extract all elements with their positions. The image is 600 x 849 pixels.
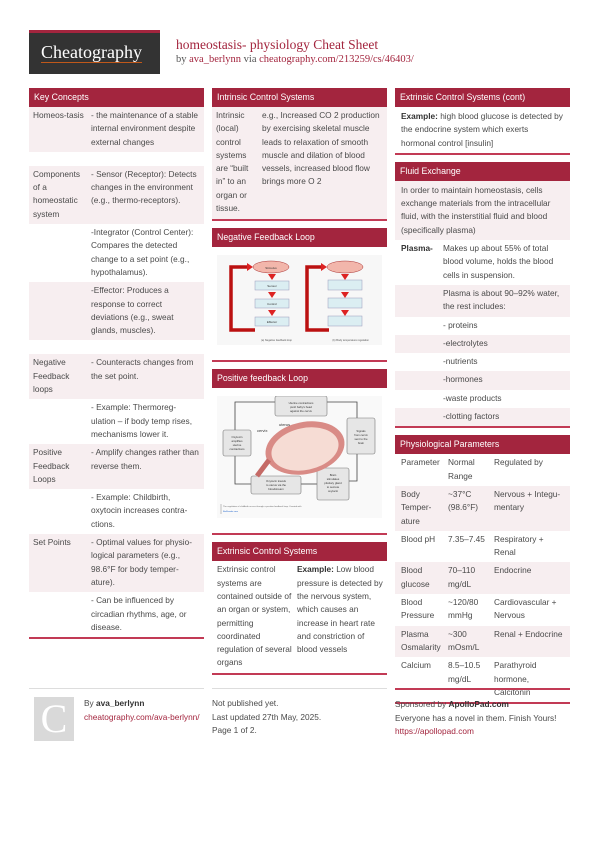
table-row <box>29 489 204 534</box>
sponsor-label: Sponsored by <box>395 699 449 709</box>
sponsor-footer <box>395 688 570 739</box>
logo-text: Cheatography <box>41 42 142 62</box>
table-row <box>395 486 570 531</box>
row-key <box>401 410 443 423</box>
row-key <box>33 491 91 531</box>
svg-text:sent to the: sent to the <box>354 437 368 442</box>
svg-text:The regulation of childbirth o: The regulation of childbirth occurs through a positive feedback loop. Created with <box>223 506 302 509</box>
table-row <box>29 444 204 489</box>
extrinsic-control-section <box>212 542 387 674</box>
row-value: - Optimal values for physio-logical parameters (e.g., 98.6°F for body temper-ature). <box>91 537 192 587</box>
row-key: Homeos-tasis <box>33 110 84 120</box>
positive-feedback-section <box>212 369 387 535</box>
table-row <box>395 371 570 389</box>
column-header: Regulated by <box>494 457 543 468</box>
section-title: Extrinsic Control Systems <box>212 542 387 561</box>
negative-feedback-image <box>217 255 382 345</box>
table-row <box>29 592 204 637</box>
extrinsic-cont-section <box>395 88 570 155</box>
svg-text:oxytocin: oxytocin <box>327 489 339 494</box>
cell: Body Temper-ature <box>401 488 432 526</box>
cell: Plasma Osmalarity <box>401 628 441 652</box>
row-key <box>33 594 91 634</box>
cell: Nervous + Integu-mentary <box>494 488 561 513</box>
author-footer <box>29 688 204 741</box>
row-value <box>297 563 383 669</box>
table-row <box>395 408 570 426</box>
svg-text:Uterine contractions: Uterine contractions <box>288 401 314 406</box>
cell: ~300 mOsm/L <box>448 628 480 652</box>
row-value: -waste products <box>443 392 502 403</box>
sponsor-name: ApolloPad.com <box>448 699 509 709</box>
svg-text:Effector: Effector <box>266 320 278 325</box>
row-key: Positive Feedback Loops <box>33 447 70 484</box>
table-row <box>395 353 570 371</box>
column-2 <box>212 88 387 682</box>
row-key <box>33 401 91 441</box>
table-row <box>29 282 204 340</box>
svg-text:bloodstream: bloodstream <box>268 487 284 492</box>
author-profile-link[interactable]: cheatography.com/ava-berlynn/ <box>84 711 200 722</box>
column-1 <box>29 88 204 646</box>
paragraph <box>395 107 570 153</box>
positive-feedback-image <box>217 396 382 518</box>
table-row <box>395 317 570 335</box>
row-value: Plasma is about 90–92% water, the rest includes: <box>443 287 560 312</box>
svg-text:Stimulus: Stimulus <box>265 266 277 271</box>
table-row <box>29 399 204 444</box>
table-row <box>395 531 570 563</box>
by-label: By <box>84 698 96 708</box>
publish-info-footer <box>212 688 387 738</box>
row-value: -clotting factors <box>443 411 500 422</box>
svg-text:stimulates: stimulates <box>326 477 340 482</box>
author-link[interactable]: ava_berlynn <box>189 54 242 65</box>
row-value: -hormones <box>443 374 483 385</box>
svg-text:Sensor: Sensor <box>267 284 277 289</box>
row-key: Plasma- <box>401 243 433 254</box>
row-value: -electrolytes <box>443 337 488 348</box>
published-status: Not published yet. <box>212 698 279 708</box>
table-row <box>212 107 387 219</box>
section-title: Physiological Parameters <box>395 435 570 454</box>
svg-text:push baby's head: push baby's head <box>290 405 312 410</box>
row-value: - Example: Thermoreg-ulation – if body temp rises, mechanisms lower it. <box>91 402 192 439</box>
table-row <box>395 626 570 658</box>
row-value: - proteins <box>443 319 478 330</box>
table-row <box>395 335 570 353</box>
cell: 8.5–10.5 mg/dL <box>448 660 481 684</box>
svg-text:Brain: Brain <box>329 473 337 478</box>
row-key <box>401 287 443 314</box>
row-key: Extrinsic control systems are contained outside of an organ or system, permitting coordinated regulation of several organs <box>217 564 292 668</box>
spacer-row <box>29 152 204 166</box>
cheatography-logo[interactable] <box>29 30 160 74</box>
row-key <box>33 226 91 279</box>
cell: Parathyroid hormone, Calcitonin <box>494 660 537 697</box>
svg-text:BioRender.com: BioRender.com <box>223 511 238 514</box>
table-row <box>29 354 204 399</box>
spacer-row <box>29 340 204 354</box>
intrinsic-control-section <box>212 88 387 221</box>
cell: ~37°C (98.6°F) <box>448 488 479 513</box>
svg-text:(b) Body temperature regulatio: (b) Body temperature regulation <box>332 339 369 343</box>
svg-text:amplifies: amplifies <box>231 439 243 444</box>
physiological-parameters-section <box>395 435 570 704</box>
table-row <box>212 561 387 672</box>
row-key <box>401 355 443 368</box>
table-row <box>29 224 204 282</box>
cell: Respiratory + Renal <box>494 533 544 558</box>
cell: Blood glucose <box>401 565 430 589</box>
svg-text:(a) Negative feedback loop: (a) Negative feedback loop <box>261 339 292 343</box>
section-title: Extrinsic Control Systems (cont) <box>395 88 570 107</box>
sheet-url-link[interactable]: cheatography.com/213259/cs/46403/ <box>259 54 414 65</box>
svg-text:uterine: uterine <box>232 443 242 448</box>
last-updated: Last updated 27th May, 2025. <box>212 711 322 722</box>
intro-paragraph: In order to maintain homeostasis, cells exchange materials from the intracellular fluid, with the insterstitial fluid and blood (specifically plasma) <box>395 181 570 240</box>
fluid-exchange-section <box>395 162 570 428</box>
table-header-row <box>395 454 570 486</box>
row-key <box>401 319 443 332</box>
cell: ~120/80 mmHg <box>448 597 479 621</box>
example-label: Example: <box>297 564 334 575</box>
svg-text:contractions: contractions <box>229 447 245 452</box>
page-number: Page 1 of 2. <box>212 725 257 735</box>
row-value: - the maintenance of a stable internal environment despite external changes <box>91 110 199 147</box>
svg-text:to secrete: to secrete <box>326 485 340 490</box>
cell: 70–110 mg/dL <box>448 565 476 589</box>
example-label: Example: <box>401 111 438 121</box>
row-key <box>401 373 443 386</box>
row-value: -Effector: Produces a response to correct deviations (e.g., sweat glands, muscles). <box>91 285 174 336</box>
table-row <box>29 166 204 224</box>
row-key: Set Points <box>33 537 71 548</box>
svg-text:Oxytocin: Oxytocin <box>231 435 243 440</box>
column-header: Parameter <box>401 457 440 468</box>
author-name: ava_berlynn <box>96 698 145 708</box>
row-value: -Integrator (Control Center): Compares the detected change to a set point (e.g., hypothalamus). <box>91 227 194 277</box>
cell: Blood Pressure <box>401 597 435 621</box>
sponsor-link[interactable]: https://apollopad.com <box>395 726 474 736</box>
positive-feedback-diagram <box>212 388 387 533</box>
row-value: e.g., Increased CO 2 production by exercising skeletal muscle leads to relaxation of smooth muscle and dilation of blood vessels, increased blood flow brings more O 2 <box>262 110 380 187</box>
svg-text:from cervix: from cervix <box>354 433 368 438</box>
section-title: Positive feedback Loop <box>212 369 387 388</box>
row-value: - Sensor (Receptor): Detects changes in the environment (e.g., thermo-receptors). <box>91 168 197 206</box>
svg-text:brain: brain <box>357 441 365 446</box>
section-title: Fluid Exchange <box>395 162 570 181</box>
row-key: Intrinsic (local) control systems are “built in” to an organ or tissue. <box>216 110 249 214</box>
cell: Calcium <box>401 660 431 671</box>
table-row <box>395 285 570 317</box>
table-row <box>29 534 204 592</box>
cell: Blood pH <box>401 533 436 544</box>
byline <box>176 53 414 67</box>
table-row <box>395 390 570 408</box>
sponsor-tagline: Everyone has a novel in them. Finish Yours! <box>395 712 557 723</box>
section-title: Intrinsic Control Systems <box>212 88 387 107</box>
key-concepts-section <box>29 88 204 639</box>
row-key <box>33 284 91 337</box>
cell: Endocrine <box>494 565 532 576</box>
column-header: Normal Range <box>448 457 475 481</box>
cell: 7.35–7.45 <box>448 533 485 544</box>
svg-text:against the cervix: against the cervix <box>290 409 312 414</box>
svg-text:to uterus via the: to uterus via the <box>266 483 286 488</box>
example-text: Low blood pressure is detected by the nervous system, which causes an increase in heart rate and constriction of blood vessels <box>297 564 383 655</box>
svg-text:Control: Control <box>267 302 277 307</box>
svg-text:uterus: uterus <box>279 422 291 428</box>
table-row <box>395 562 570 594</box>
row-key <box>401 392 443 405</box>
column-3 <box>395 88 570 711</box>
row-key <box>401 337 443 350</box>
section-title: Key Concepts <box>29 88 204 107</box>
page-header <box>29 30 574 75</box>
row-value: - Can be influenced by circadian rhythms, age, or disease. <box>91 595 187 632</box>
row-value: -nutrients <box>443 356 478 367</box>
table-row <box>395 240 570 285</box>
negative-feedback-section <box>212 228 387 362</box>
row-value: - Amplify changes rather than reverse them. <box>91 447 199 471</box>
by-prefix: by <box>176 54 190 65</box>
example-text: high blood glucose is detected by the endocrine system which exerts hormonal control [insulin] <box>401 111 563 148</box>
svg-text:Signals: Signals <box>356 429 366 434</box>
title-block <box>176 37 414 67</box>
row-value: - Example: Childbirth, oxytocin increases contra-ctions. <box>91 492 188 529</box>
row-key: Negative Feedback loops <box>33 357 70 395</box>
avatar: C <box>34 697 74 741</box>
negative-feedback-diagram <box>212 247 387 360</box>
via-text: via <box>241 54 260 65</box>
row-value: - Counteracts changes from the set point. <box>91 357 194 381</box>
table-row <box>29 107 204 152</box>
svg-text:cervix: cervix <box>257 428 268 434</box>
row-value: Makes up about 55% of total blood volume, holds the blood cells in suspension. <box>443 243 554 280</box>
section-title: Negative Feedback Loop <box>212 228 387 247</box>
table-row <box>395 594 570 626</box>
svg-text:Oxytocin travels: Oxytocin travels <box>266 479 286 484</box>
svg-text:pituitary gland: pituitary gland <box>324 481 342 486</box>
page-title: homeostasis- physiology Cheat Sheet <box>176 37 379 52</box>
cell: Renal + Endocrine <box>494 628 563 639</box>
row-key: Components of a homeostatic system <box>33 168 81 219</box>
cell: Cardiovascular + Nervous <box>494 597 557 621</box>
